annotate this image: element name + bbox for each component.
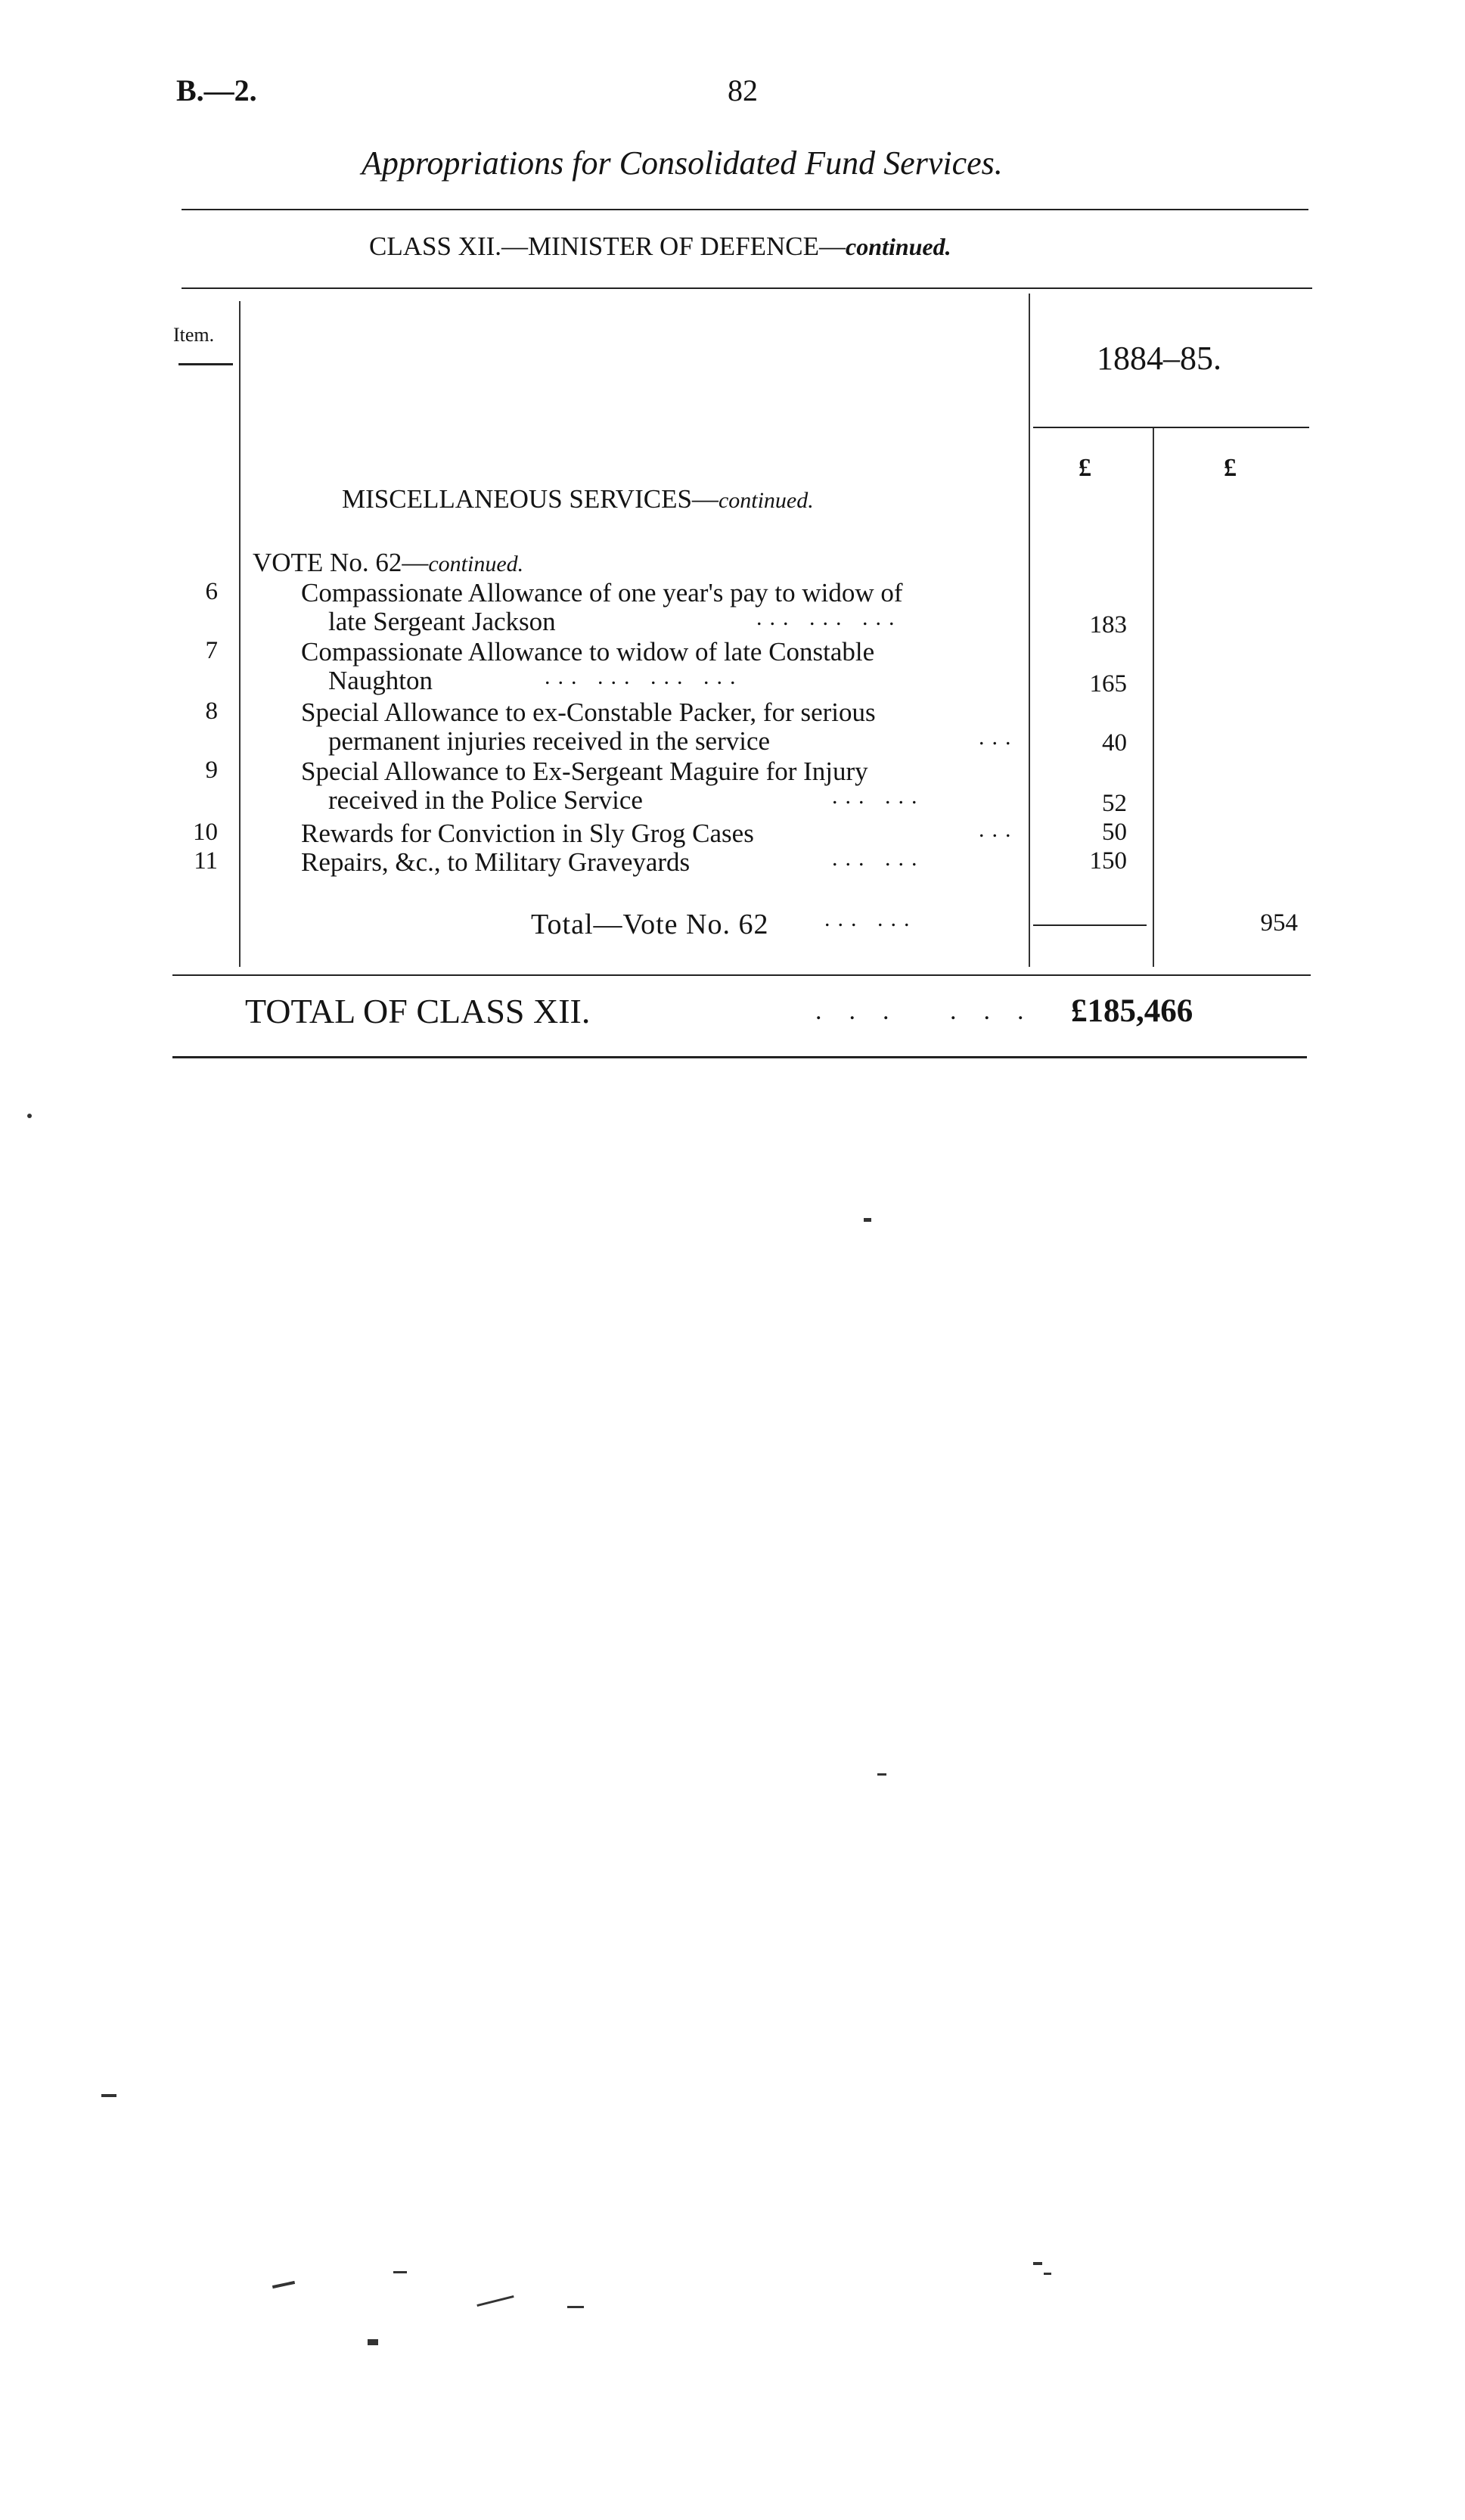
table-row-leader-dots: ... ... ... (756, 605, 902, 630)
vote-total-value: 954 (1260, 909, 1298, 937)
scan-speck (27, 1114, 32, 1118)
vote-heading-suffix: continued. (428, 552, 524, 576)
rule-under-title (182, 209, 1308, 210)
table-row-item-number: 7 (205, 637, 218, 664)
total-column-rule (1153, 428, 1154, 967)
year-column-header: 1884–85. (1097, 340, 1221, 377)
table-row-description-line1: Compassionate Allowance of one year's pay to widow of (301, 578, 903, 607)
table-row-amount: 165 (1089, 670, 1127, 698)
table-row-leader-dots: ... ... (832, 784, 925, 809)
table-row-amount: 183 (1089, 611, 1127, 639)
class-heading-suffix: continued. (846, 233, 951, 260)
scan-speck (393, 2271, 407, 2273)
class-heading (369, 231, 951, 262)
scan-speck (1033, 2262, 1042, 2265)
table-row-description-line2: permanent injuries received in the service (328, 726, 771, 756)
class-total-leader-dots: ... ... (815, 997, 1051, 1025)
section-heading-main: MISCELLANEOUS SERVICES— (342, 484, 719, 514)
vote-heading-main: VOTE No. 62— (253, 548, 429, 577)
vote-heading (253, 548, 523, 578)
item-column-rule (239, 301, 241, 967)
document-code: B.—2. (176, 73, 257, 107)
vote-total-rule (1033, 924, 1147, 926)
class-total-label: TOTAL OF CLASS XII. (245, 992, 591, 1030)
table-row-item-number: 9 (205, 757, 218, 784)
table-row-item-number: 6 (205, 578, 218, 605)
table-row-description-line2: Naughton (328, 666, 433, 695)
table-row-leader-dots: ... (979, 725, 1019, 750)
amount-column-rule (1029, 294, 1030, 967)
page-number: 82 (728, 73, 758, 107)
table-row-leader-dots: ... ... (832, 846, 925, 871)
scan-speck (101, 2094, 116, 2097)
table-row-amount: 150 (1089, 847, 1127, 875)
scan-speck (272, 2281, 295, 2289)
table-row-amount: 52 (1102, 790, 1127, 817)
scan-speck (368, 2339, 378, 2345)
scan-speck (567, 2306, 584, 2308)
table-row-leader-dots: ... (979, 817, 1019, 842)
item-header-underline (178, 363, 233, 365)
table-row-description-line1: Compassionate Allowance to widow of late Constable (301, 637, 875, 667)
running-title: Appropriations for Consolidated Fund Services. (362, 144, 1003, 182)
table-row-description-line2: late Sergeant Jackson (328, 607, 556, 636)
vote-total-label: Total—Vote No. 62 (531, 909, 769, 940)
table-row-description-line2: received in the Police Service (328, 785, 643, 815)
scan-speck (1044, 2273, 1051, 2275)
table-row-description-line1: Special Allowance to Ex-Sergeant Maguire for Injury (301, 757, 868, 786)
currency-symbol-amount: £ (1079, 454, 1091, 482)
table-row-item-number: 11 (194, 847, 218, 875)
class-total-value: £185,466 (1071, 993, 1193, 1029)
scan-speck (476, 2295, 514, 2307)
table-row-description-line1: Special Allowance to ex-Constable Packer, for serious (301, 698, 876, 727)
table-row-description-line1: Rewards for Conviction in Sly Grog Cases (301, 819, 754, 848)
scan-speck (877, 1773, 886, 1776)
scan-speck (864, 1218, 871, 1222)
rule-below-class-total (172, 1056, 1307, 1058)
table-row-amount: 50 (1102, 819, 1127, 846)
table-row-description-line1: Repairs, &c., to Military Graveyards (301, 847, 691, 877)
section-heading (342, 484, 814, 514)
table-row-amount: 40 (1102, 729, 1127, 757)
table-row-item-number: 8 (205, 698, 218, 725)
rule-below-table (172, 974, 1311, 976)
class-heading-main: CLASS XII.—MINISTER OF DEFENCE— (369, 231, 846, 261)
section-heading-suffix: continued. (718, 488, 814, 513)
rule-above-table (182, 287, 1312, 289)
table-row-item-number: 10 (193, 819, 218, 846)
vote-total-leader-dots: ... ... (824, 906, 917, 931)
year-header-underline (1033, 427, 1309, 428)
item-column-header: Item. (173, 324, 215, 346)
currency-symbol-total: £ (1224, 454, 1237, 482)
table-row-leader-dots: ... ... ... ... (545, 664, 743, 689)
